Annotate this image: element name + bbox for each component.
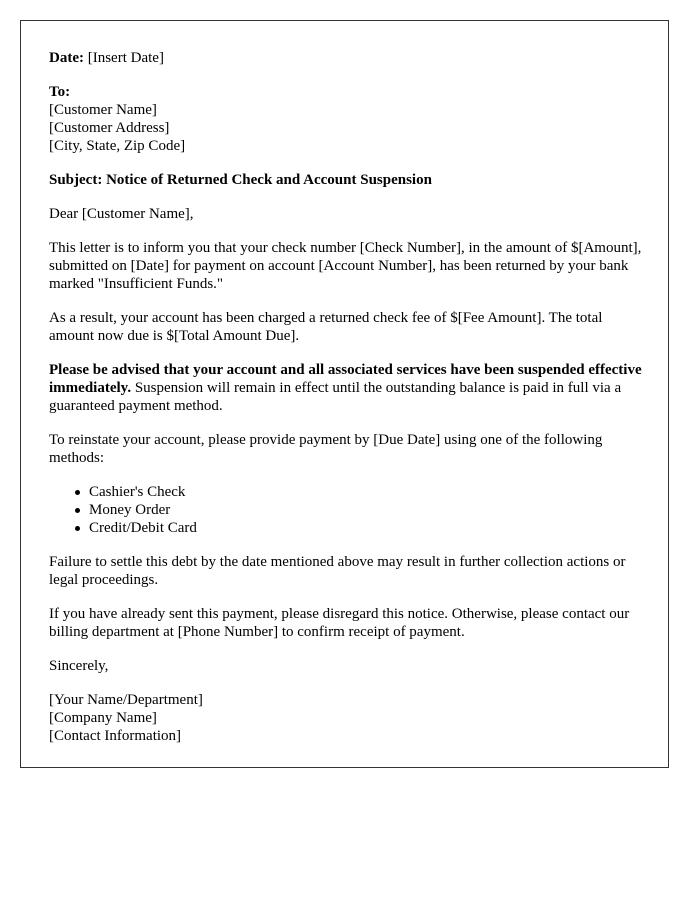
suspension-notice-rest: Suspension will remain in effect until the outstanding balance is paid in full via a guaranteed payment method.	[49, 380, 622, 414]
sender-name: [Your Name/Department]	[49, 692, 203, 708]
list-item: Money Order	[89, 501, 647, 519]
customer-city: [City, State, Zip Code]	[49, 138, 186, 154]
date-value: [Insert Date]	[87, 50, 164, 66]
customer-name: [Customer Name]	[49, 102, 157, 118]
paragraph-reinstate: To reinstate your account, please provide payment by [Due Date] using one of the following methods:	[49, 432, 603, 466]
list-item: Cashier's Check	[89, 483, 647, 501]
paragraph-returned-check: This letter is to inform you that your check number [Check Number], in the amount of $[Amount], submitted on [Date] for payment on account [Account Number], has been returned by your bank marked "Insufficient Funds."	[49, 240, 642, 292]
valediction: Sincerely,	[49, 658, 109, 674]
paragraph-suspension	[49, 361, 647, 415]
contact-information: [Contact Information]	[49, 728, 182, 744]
paragraph-fee: As a result, your account has been charged a returned check fee of $[Fee Amount]. The total amount now due is $[Total Amount Due].	[49, 310, 603, 344]
signature-block	[49, 691, 647, 745]
salutation: Dear [Customer Name],	[49, 206, 194, 222]
list-item: Credit/Debit Card	[89, 519, 647, 537]
suspension-notice-bold: Please be advised that your account and all associated services have been suspended effective immediately.	[49, 362, 642, 396]
recipient-block	[49, 83, 647, 155]
customer-address: [Customer Address]	[49, 120, 170, 136]
company-name: [Company Name]	[49, 710, 157, 726]
paragraph-consequences: Failure to settle this debt by the date mentioned above may result in further collection actions or legal proceedings.	[49, 554, 626, 588]
date-line	[49, 49, 647, 67]
paragraph-disregard: If you have already sent this payment, please disregard this notice. Otherwise, please contact our billing department at [Phone Number] to confirm receipt of payment.	[49, 606, 630, 640]
subject-line: Subject: Notice of Returned Check and Account Suspension	[49, 172, 432, 188]
letter-document	[20, 20, 669, 768]
date-label: Date:	[49, 50, 84, 66]
to-label: To:	[49, 84, 71, 100]
payment-methods-list	[49, 483, 647, 537]
